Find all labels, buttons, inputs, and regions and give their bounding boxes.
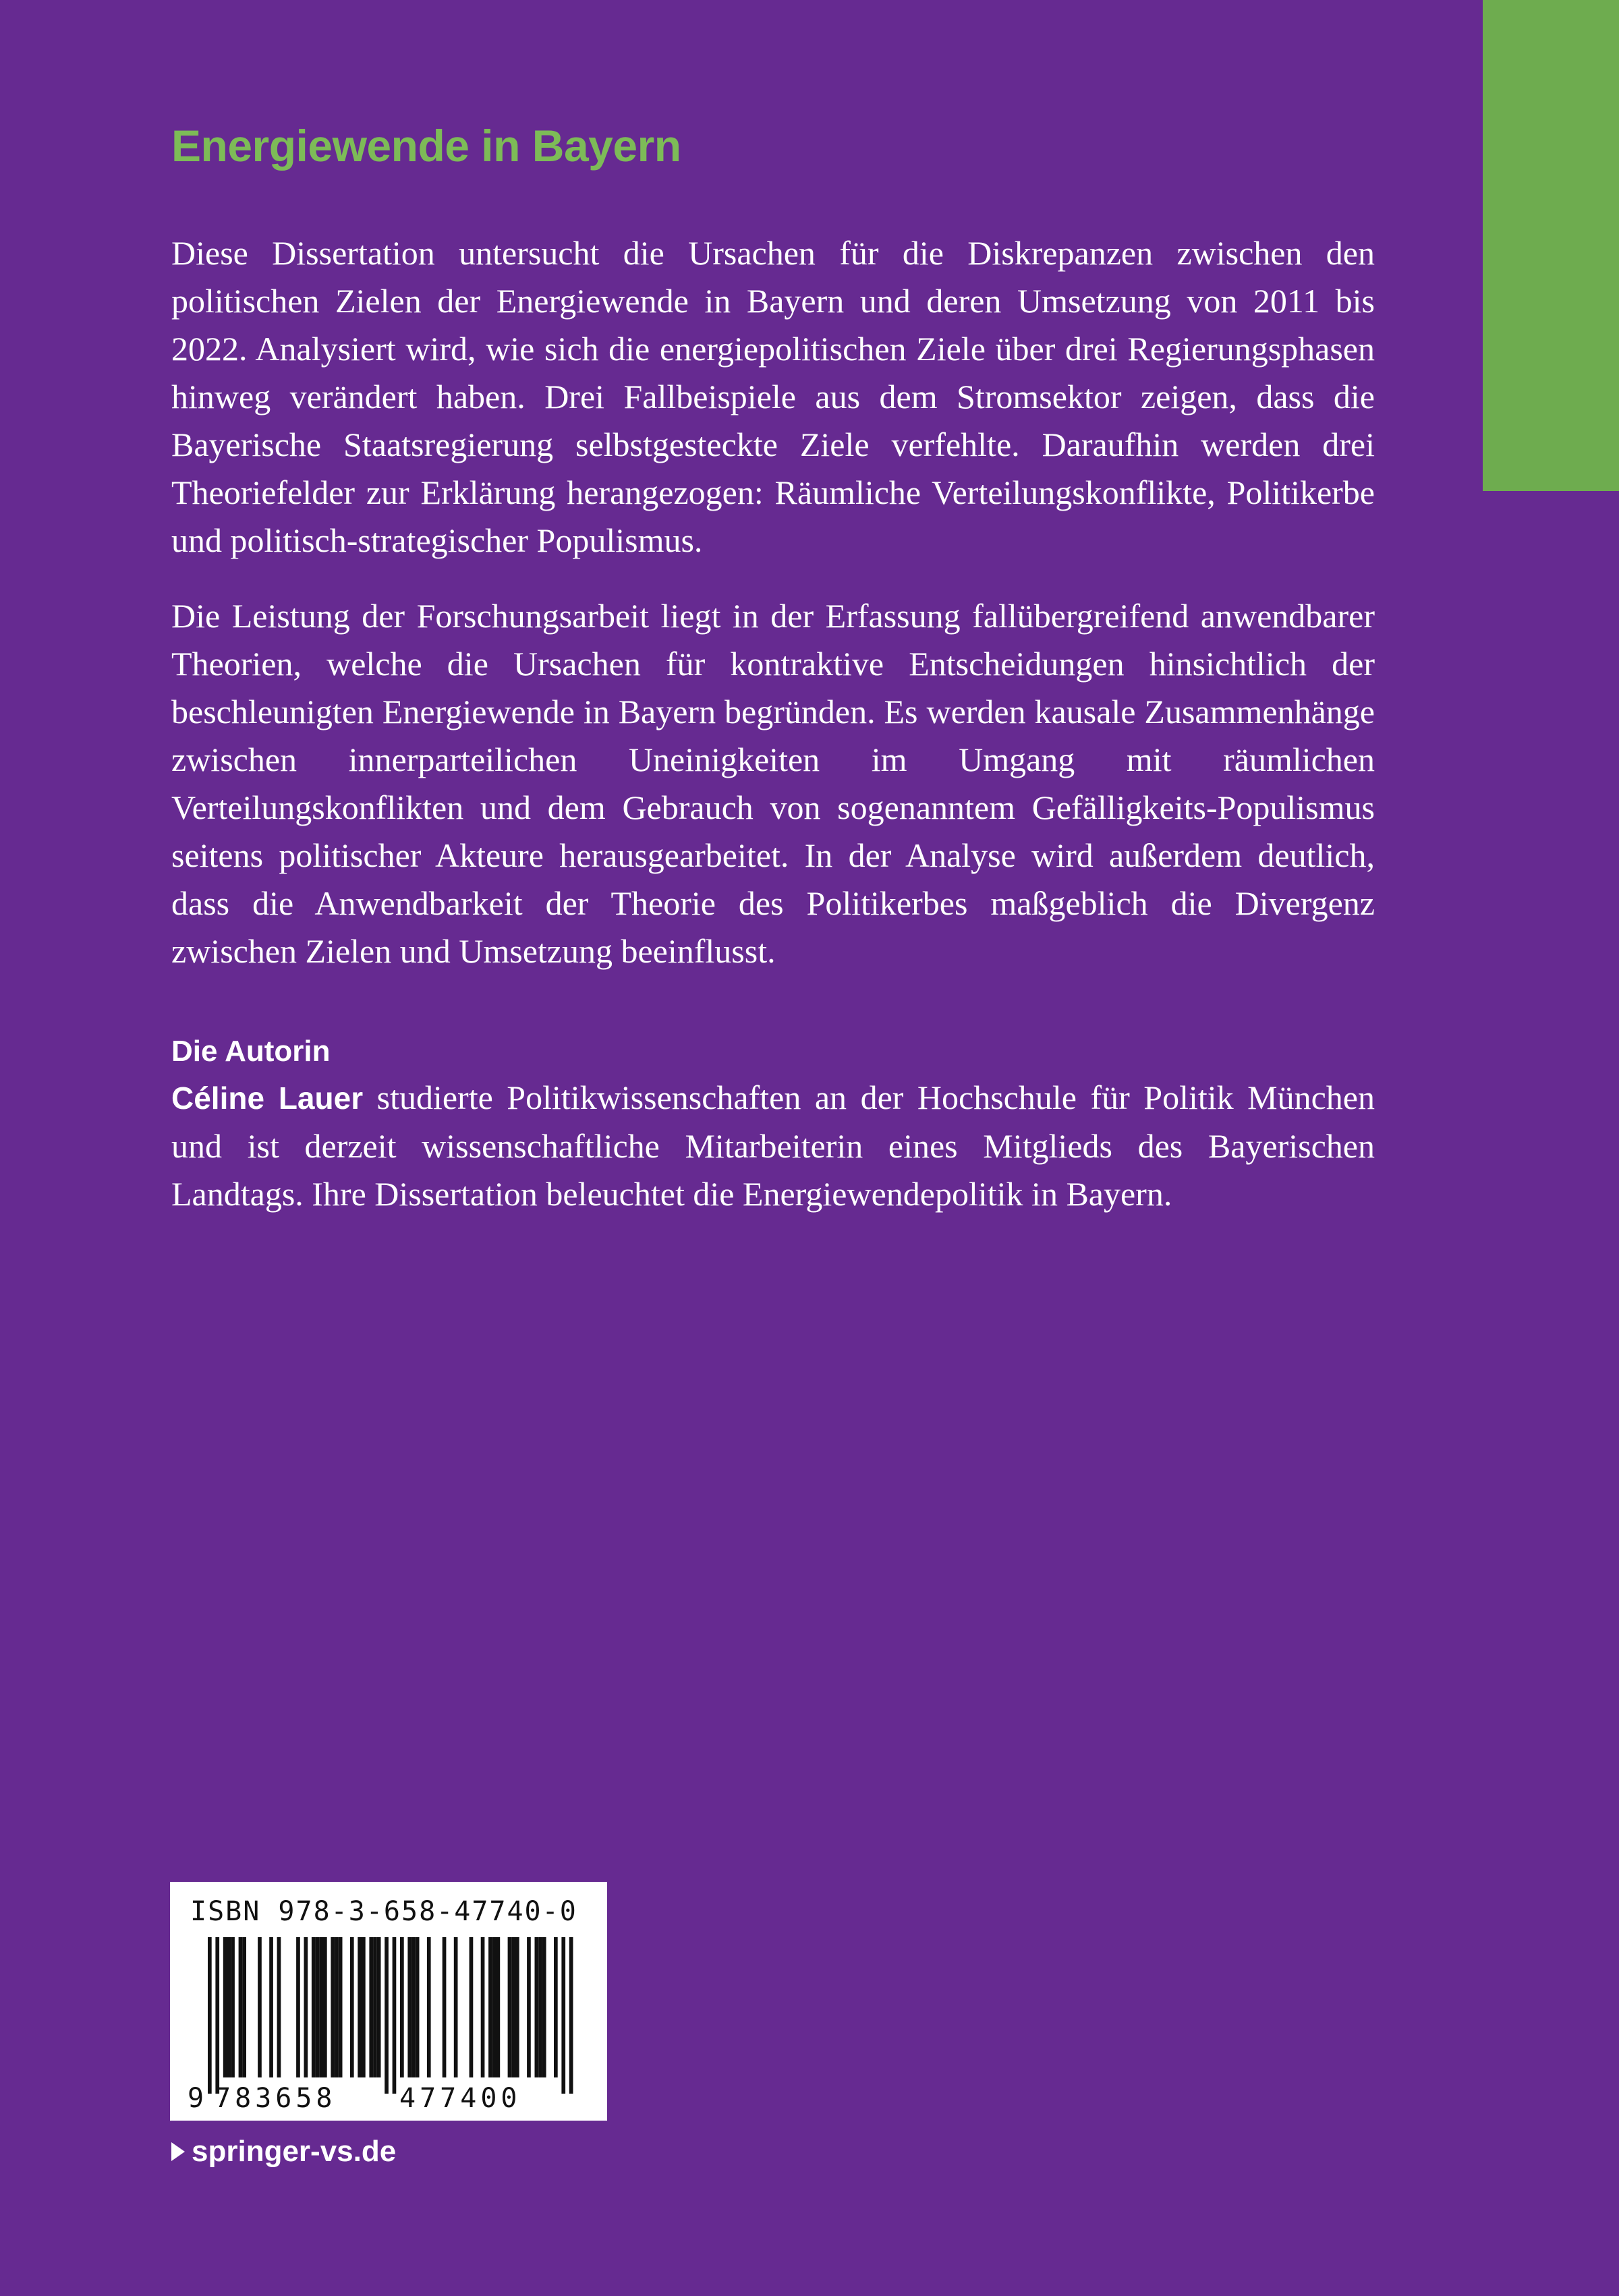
barcode-bar [538, 1937, 542, 2077]
author-name: Céline Lauer [171, 1081, 364, 1116]
barcode-bar [488, 1937, 492, 2077]
barcode-bar [277, 1937, 281, 2077]
author-heading: Die Autorin [171, 1035, 331, 1068]
barcode-bar [339, 1937, 343, 2077]
barcode-bar [231, 1937, 235, 2077]
barcode-bar [242, 1937, 246, 2077]
green-accent-tab [1483, 0, 1619, 491]
barcode-bar [239, 1937, 243, 2077]
barcode-bar-group [208, 1937, 573, 2094]
barcode-bar [411, 1937, 416, 2077]
isbn-label: ISBN 978-3-658-47740-0 [190, 1896, 577, 1927]
barcode-bar [377, 1937, 381, 2077]
barcode-bar [373, 1937, 377, 2077]
barcode-bar [481, 1937, 485, 2077]
barcode-bar [350, 1937, 354, 2077]
barcode-bar [335, 1937, 339, 2077]
barcode-bar [511, 1937, 515, 2077]
barcode-bar [358, 1937, 362, 2077]
barcode-bar [223, 1937, 227, 2077]
book-title: Energiewende in Bayern [171, 121, 681, 171]
barcode-bar [369, 1937, 373, 2077]
description-paragraph-1: Diese Dissertation untersucht die Ursachen für die Diskrepanzen zwischen den politischen Zielen der Energiewende in Bayern und deren Umsetzung von 2011 bis 2022. Analysiert wird, wie sich die energiepolitischen Ziele über drei Regierungsphasen hinweg verändert haben. Drei Fallbeispiele aus dem Stromsektor zeigen, dass die Bayerische Staatsregierung selbstgesteckte Ziele verfehlte. Daraufhin werden drei Theoriefelder zur Erklärung herangezogen: Räumliche Verteilungskonflikte, Politikerbe und politisch-strategischer Populismus. [171, 234, 1375, 559]
barcode-bar [393, 1937, 397, 2094]
barcode-bar [416, 1937, 420, 2077]
barcode-bar [561, 1937, 565, 2094]
barcode-bar [227, 1937, 231, 2077]
barcode-bar [492, 1937, 496, 2077]
barcode-bar [527, 1937, 531, 2077]
barcode-bar [443, 1937, 447, 2077]
barcode-bar [427, 1937, 431, 2077]
barcode-bar [535, 1937, 539, 2077]
barcode-bar [319, 1937, 323, 2077]
barcode-bar [312, 1937, 316, 2077]
website-label: springer-vs.de [192, 2135, 397, 2168]
barcode-bar [331, 1937, 335, 2077]
barcode-bar [407, 1937, 411, 2077]
barcode-bar [316, 1937, 320, 2077]
isbn-barcode [170, 1882, 607, 2121]
description-paragraph-2: Die Leistung der Forschungsarbeit liegt in der Erfassung fallübergreifend anwendbarer Theorien, welche die Ursachen für kontraktive Entscheidungen hinsichtlich der beschleunigten Energiewende in Bayern begründen. Es werden kausale Zusammenhänge zwischen innerparteilichen Uneinigkeiten im Umgang mit räumlichen Verteilungskonflikten und dem Gebrauch von sogenanntem Gefälligkeits-Populismus seitens politischer Akteure herausgearbeitet. In der Analyse wird außerdem deutlich, dass die Anwendbarkeit der Theorie des Politikerbes maßgeblich die Divergenz zwischen Zielen und Umsetzung beeinflusst. [171, 597, 1375, 970]
barcode-bar [470, 1937, 474, 2077]
barcode-bar [304, 1937, 308, 2077]
barcode-bar [362, 1937, 366, 2077]
barcode-bar [515, 1937, 519, 2077]
barcode-digit-group-2: 783658 [215, 2083, 337, 2113]
barcode-bar [508, 1937, 512, 2077]
barcode-bar [208, 1937, 212, 2094]
publisher-website-link[interactable] [171, 2131, 396, 2172]
barcode-bar [269, 1937, 273, 2077]
barcode-bar [454, 1937, 458, 2077]
barcode-bar [496, 1937, 501, 2077]
barcode-bar [385, 1937, 389, 2094]
barcode-bar [542, 1937, 546, 2077]
barcode-bar [400, 1937, 404, 2077]
barcode-bar [296, 1937, 300, 2077]
barcode-digit-group-3: 477400 [399, 2083, 521, 2113]
author-bio-text: studierte Politikwissenschaften an der Hochschule für Politik München und ist derzeit wissenschaftliche Mitarbeiterin eines Mitglieds des Bayerischen Landtags. Ihre Dissertation beleuchtet die Energiewendepolitik in Bayern. [171, 1079, 1375, 1213]
barcode-digit-group-1: 9 [188, 2083, 204, 2113]
barcode-bar [554, 1937, 558, 2077]
barcode-bar [569, 1937, 573, 2094]
barcode-bar [258, 1937, 262, 2077]
barcode-bar [323, 1937, 327, 2077]
barcode-bars [183, 1937, 594, 2113]
author-bio [171, 1074, 1375, 1218]
barcode-bar [215, 1937, 219, 2094]
arrow-right-icon [171, 2142, 185, 2161]
